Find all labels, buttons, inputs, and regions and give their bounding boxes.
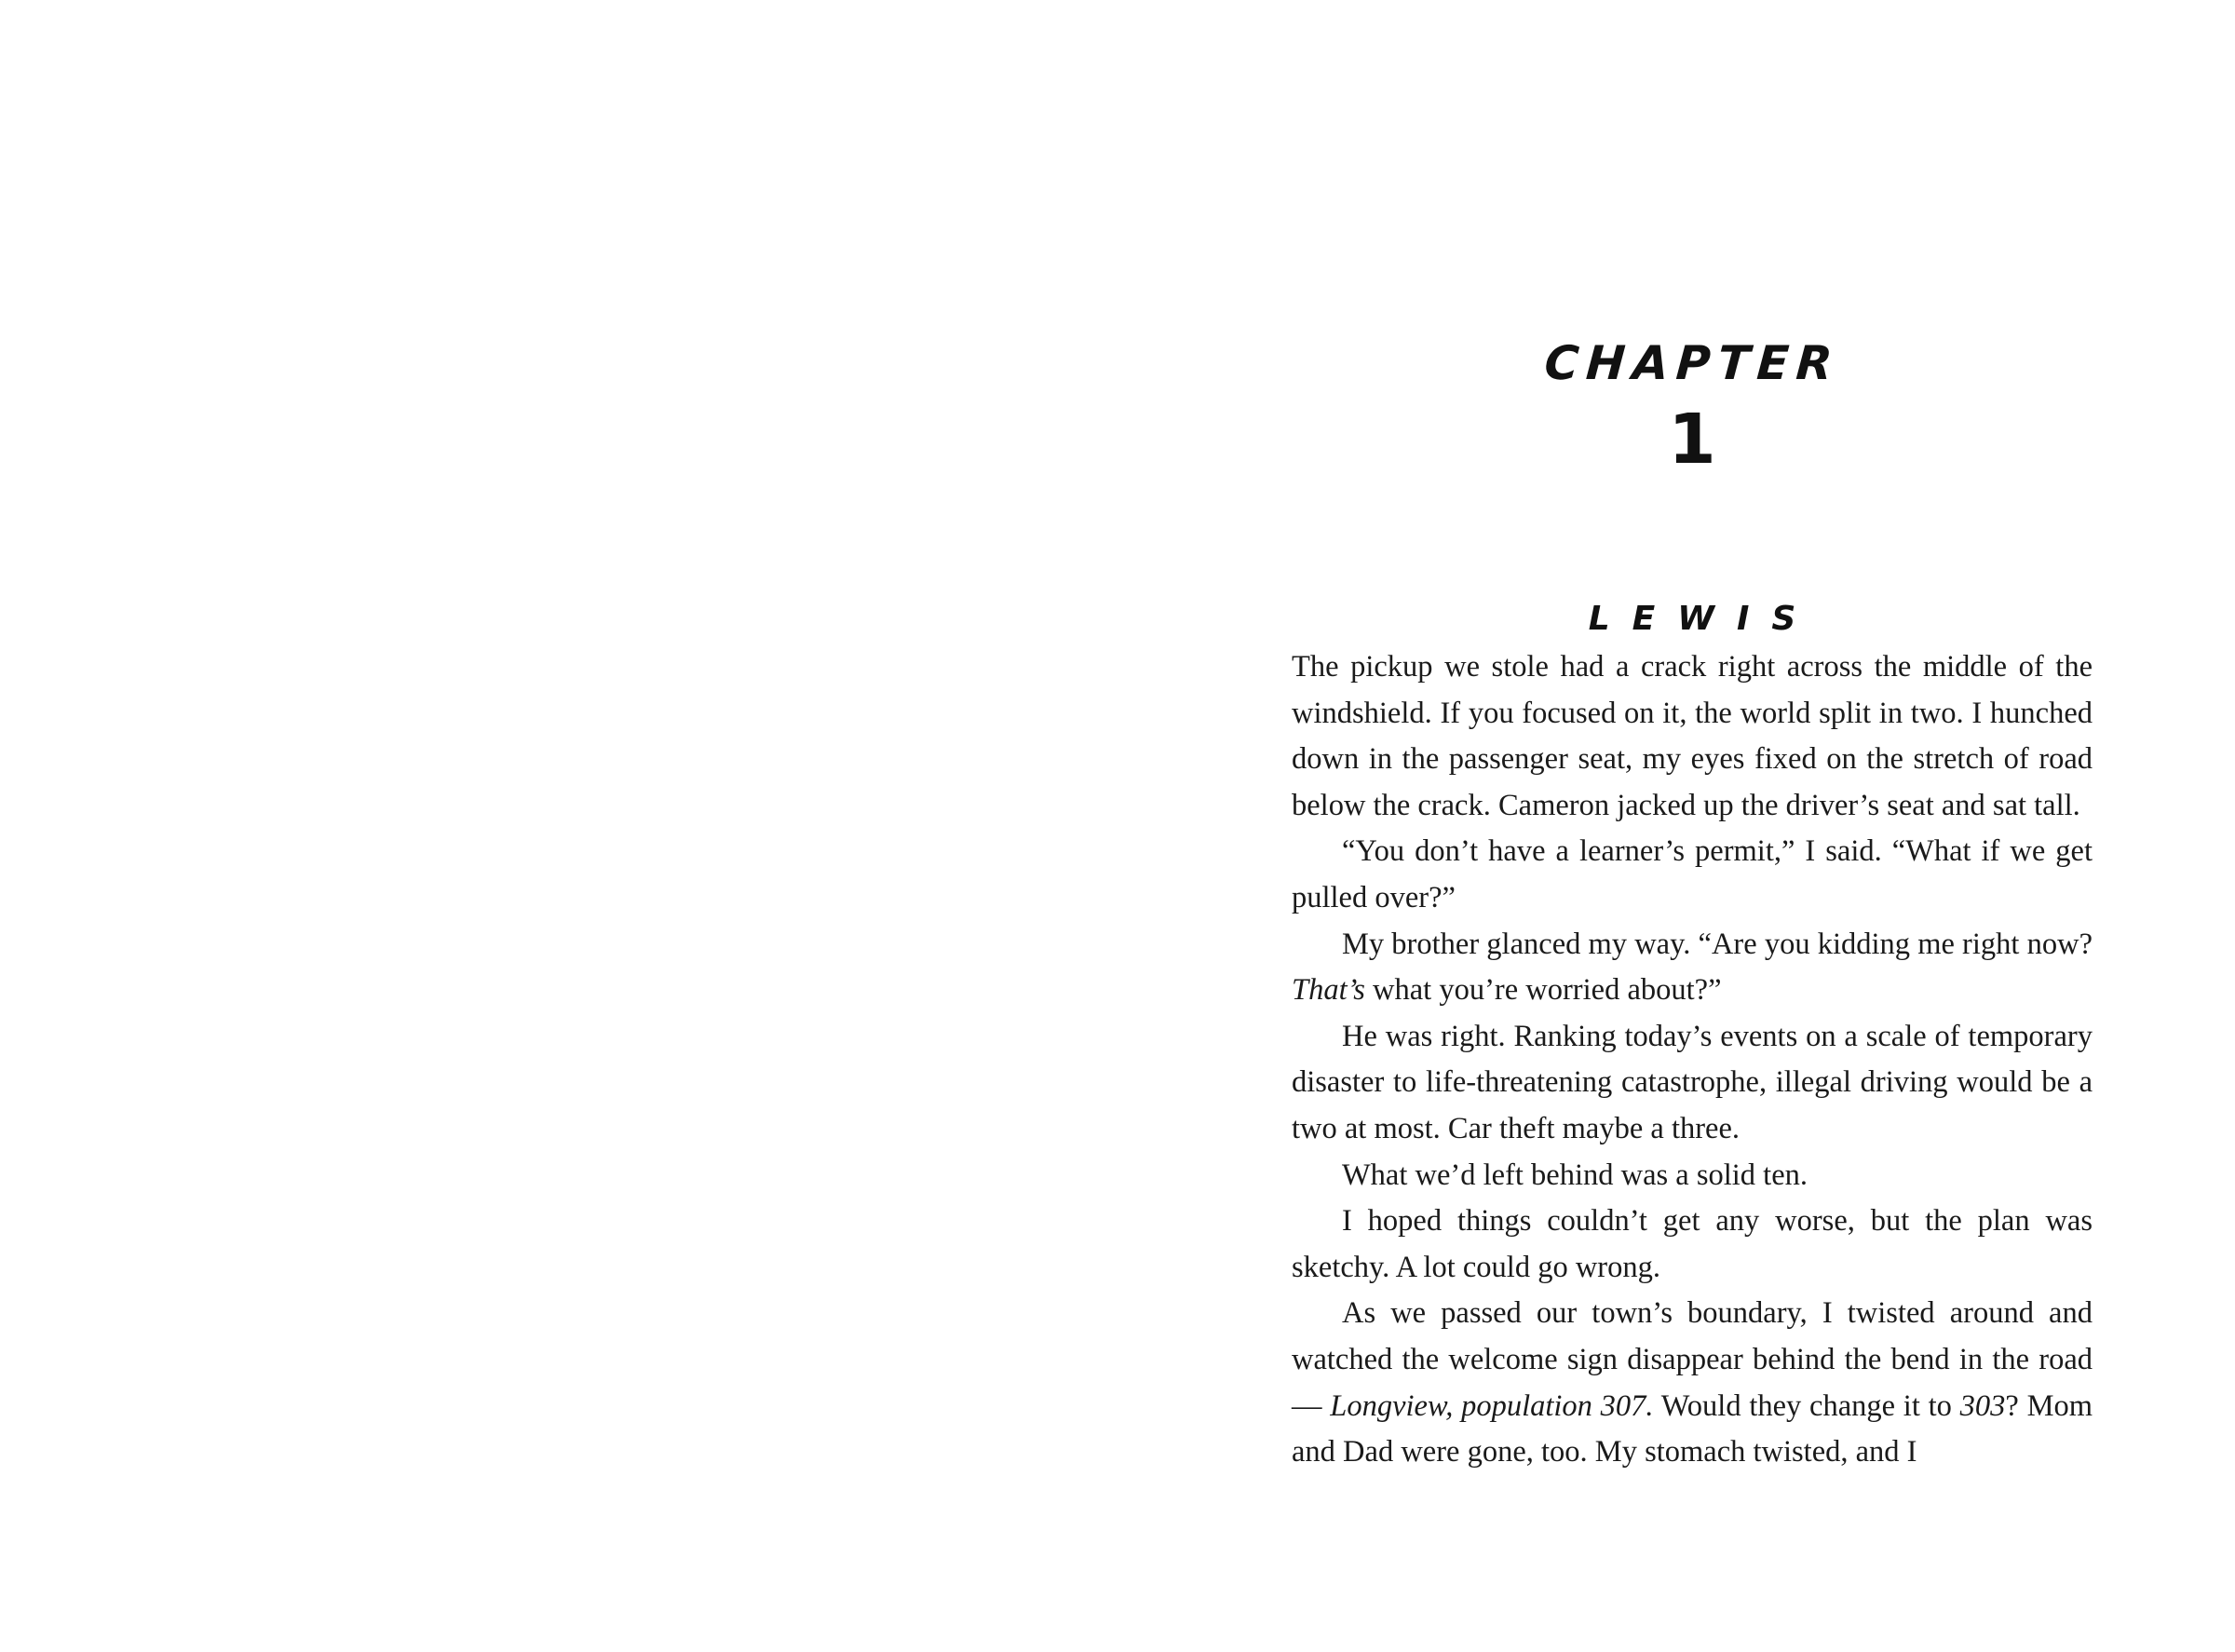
narrator-heading: LEWIS [1588, 600, 1819, 638]
paragraph-7-town-sign: Longview, population 307. [1330, 1388, 1654, 1423]
paragraph-5: What we’d left behind was a solid ten. [1342, 1158, 1808, 1192]
chapter-label: CHAPTER [1542, 336, 1842, 390]
paragraph-2: “You don’t have a learner’s permit,” I said. “What if we get pulled over?” [1292, 834, 2093, 914]
paragraph-7-part-c: Would they change it to [1653, 1388, 1960, 1423]
paragraph-7-new-population: 303 [1959, 1388, 2006, 1423]
paragraph-3-emphasis: That’s [1292, 973, 1365, 1008]
paragraph-3-part-a: My brother glanced my way. “Are you kidding me right now? [1342, 927, 2093, 961]
paragraph-6: I hoped things couldn’t get any worse, but the plan was sketchy. A lot could go wrong. [1292, 1204, 2093, 1284]
chapter-number: 1 [1668, 399, 1716, 480]
paragraph-4: He was right. Ranking today’s events on a scale of temporary disaster to life-threatening catastrophe, illegal driving would be a two at most. Car theft maybe a three. [1292, 1019, 2093, 1145]
paragraph-7-part-e: ? Mom and Dad were gone, too. My stomach twisted, and I [1292, 1388, 2093, 1469]
paragraph-7-part-a: As we passed our town’s boundary, I twisted around and watched the welcome sign disappear behind the bend in the road — [1292, 1296, 2093, 1423]
paragraph-3-part-c: what you’re worried about?” [1364, 973, 1722, 1008]
paragraph-1: The pickup we stole had a crack right across the middle of the windshield. If you focused on it, the world split in two. I hunched down in the passenger seat, my eyes fixed on the stretch of road below the crack. Cameron jacked up the driver’s seat and sat tall. [1292, 650, 2093, 822]
paragraph-3 [1292, 922, 2093, 1014]
chapter-body-text [1292, 644, 2093, 1476]
paragraph-7 [1292, 1291, 2093, 1475]
